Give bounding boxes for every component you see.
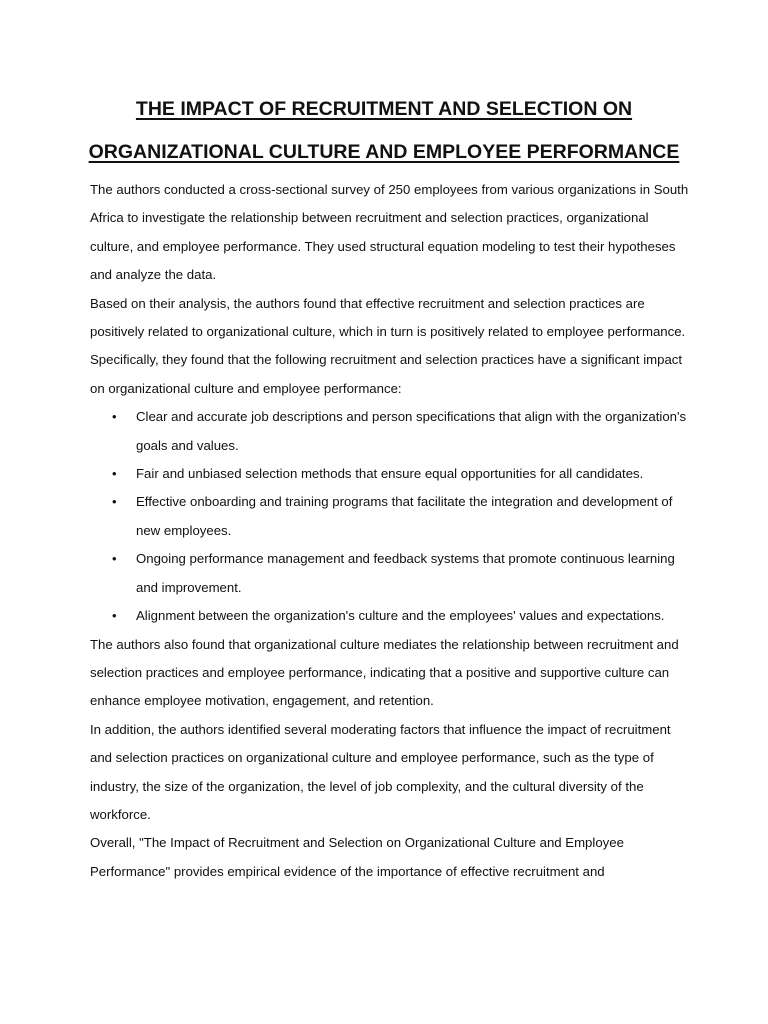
list-item bbox=[90, 488, 690, 545]
body-paragraph: In addition, the authors identified several moderating factors that influence the impact of recruitment and selection practices on organizational culture and employee performance, such as the type of industry, the size of the organization, the level of job complexity, and the cultural diversity of the workforce. bbox=[90, 721, 671, 822]
list-item-text: Alignment between the organization's culture and the employees' values and expectations. bbox=[136, 608, 665, 624]
list-item bbox=[90, 545, 690, 602]
list-item-text: Ongoing performance management and feedback systems that promote continuous learning and improvement. bbox=[136, 551, 675, 595]
list-item bbox=[90, 460, 690, 488]
body-paragraph: The authors conducted a cross-sectional survey of 250 employees from various organizations in South Africa to investigate the relationship between recruitment and selection practices, organizational culture, and employee performance. They used structural equation modeling to test their hypotheses and analyze the data. bbox=[90, 182, 689, 283]
practices-list bbox=[90, 403, 690, 630]
bullet-icon: • bbox=[112, 466, 117, 482]
bullet-icon: • bbox=[112, 409, 117, 425]
body-paragraph: Overall, "The Impact of Recruitment and Selection on Organizational Culture and Employee Performance" provides empirical evidence of the importance of effective recruitment and bbox=[90, 835, 624, 879]
body-paragraph: The authors also found that organizational culture mediates the relationship between recruitment and selection practices and employee performance, indicating that a positive and supportive culture can enhance employee motivation, engagement, and retention. bbox=[90, 636, 679, 709]
document-title-line-1: THE IMPACT OF RECRUITMENT AND SELECTION ON bbox=[135, 98, 633, 120]
bullet-icon: • bbox=[112, 494, 117, 510]
body-paragraph: Based on their analysis, the authors found that effective recruitment and selection practices are positively related to organizational culture, which in turn is positively related to employee performance. Specifically, they found that the following recruitment and selection practices have a significant impact on organizational culture and employee performance: bbox=[90, 295, 686, 396]
list-item bbox=[90, 602, 690, 630]
list-item-text: Fair and unbiased selection methods that ensure equal opportunities for all candidates. bbox=[136, 466, 644, 482]
list-item-text: Clear and accurate job descriptions and person specifications that align with the organization's goals and values. bbox=[136, 409, 687, 453]
document-title-line-2: ORGANIZATIONAL CULTURE AND EMPLOYEE PERFORMANCE bbox=[88, 141, 680, 163]
list-item-text: Effective onboarding and training programs that facilitate the integration and development of new employees. bbox=[136, 494, 673, 538]
document-body bbox=[90, 176, 690, 886]
bullet-icon: • bbox=[112, 551, 117, 567]
bullet-icon: • bbox=[112, 608, 117, 624]
list-item bbox=[90, 403, 690, 460]
